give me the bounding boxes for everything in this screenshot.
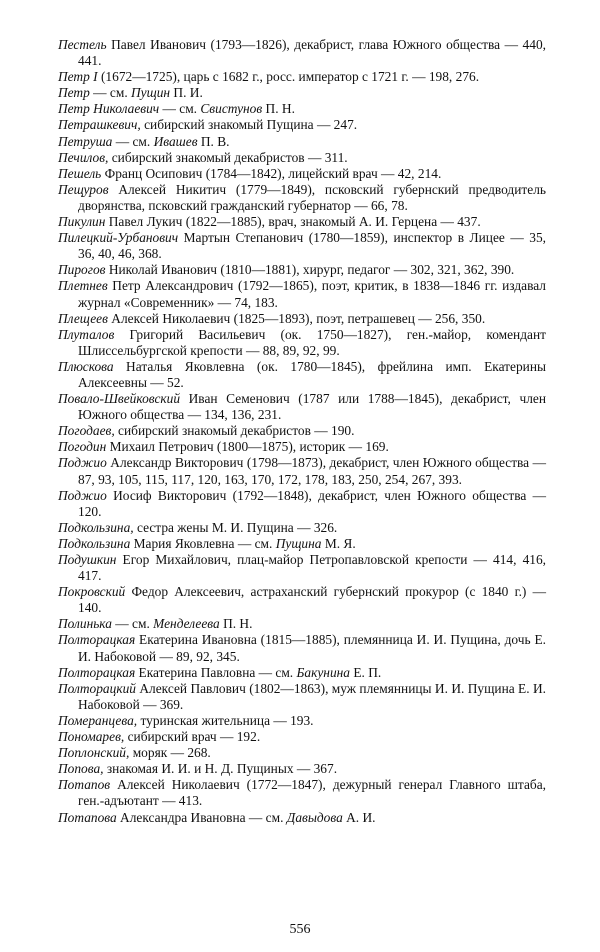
index-entry [58, 616, 546, 632]
entry-name: Пирогов [58, 262, 106, 278]
index-entry [58, 810, 546, 826]
entry-name: Полторацкая [58, 664, 136, 680]
entry-text: Григорий Васильевич (ок. 1750—1827), ген.-майор, комендант Шлиссельбургской крепости — 88, 89, 92, 99. [78, 326, 546, 358]
entry-text: — см. [112, 133, 154, 149]
entry-text: Алексей Павлович (1802—1863), муж племянницы И. И. Пущина Е. И. Набоковой — 369. [78, 680, 546, 712]
entry-text: сибирский знакомый Пущина — 247. [140, 117, 358, 133]
entry-see-reference: Пущина [275, 535, 322, 551]
index-entry [58, 745, 546, 761]
index-entry [58, 230, 546, 262]
index-entry [58, 681, 546, 713]
entry-reference-initials: А. И. [342, 809, 376, 825]
entry-name: Печилов, [58, 149, 109, 165]
entry-see-reference: Бакунина [296, 664, 350, 680]
index-entry [58, 311, 546, 327]
index-entry [58, 262, 546, 278]
entry-name: Плуталов [58, 326, 115, 342]
entry-see-reference: Пущин [131, 85, 171, 101]
index-entry [58, 729, 546, 745]
index-entry [58, 520, 546, 536]
index-entry [58, 278, 546, 310]
entry-name: Померанцева, [58, 712, 138, 728]
index-entry [58, 552, 546, 584]
entry-name: Плещеев [58, 310, 108, 326]
index-entry [58, 117, 546, 133]
index-entry [58, 761, 546, 777]
entry-text: знакомая И. И. и Н. Д. Пущиных — 367. [103, 761, 338, 777]
entry-name: Поплонский, [58, 745, 130, 761]
entry-name: Петрашкевич, [58, 117, 141, 133]
entry-name: Погодин [58, 439, 107, 455]
index-entry [58, 439, 546, 455]
entry-text: Иосиф Викторович (1792—1848), декабрист, член Южного общества — 120. [78, 487, 546, 519]
entry-see-reference: Давыдова [286, 809, 343, 825]
index-entry [58, 423, 546, 439]
entry-name: Подушкин [58, 552, 117, 567]
entry-text: Алексей Никитич (1779—1849), псковский губернский предводитель дворянства, псковский гражданский губернатор — 66, 78. [78, 181, 546, 213]
index-entry [58, 665, 546, 681]
entry-text: Мартын Степанович (1780—1859), инспектор в Лицее — 35, 36, 40, 46, 368. [78, 230, 546, 262]
entry-name: Пикулин [58, 214, 106, 230]
entry-name: Пешель [58, 165, 102, 181]
entry-name: Поджио [58, 487, 107, 503]
index-entry [58, 85, 546, 101]
entry-see-reference: Ивашев [153, 133, 198, 149]
entry-text: Егор Михайлович, плац-майор Петропавловской крепости — 414, 416, 417. [78, 552, 546, 584]
index-page [58, 37, 546, 826]
entry-text: Федор Алексеевич, астраханский губернский прокурор (с 1840 г.) — 140. [78, 584, 546, 616]
index-entry [58, 488, 546, 520]
index-entry [58, 391, 546, 423]
page-number: 556 [289, 922, 311, 937]
index-entry [58, 584, 546, 616]
entry-text: Мария Яковлевна — см. [130, 535, 276, 551]
entry-name: Подкользина [58, 535, 131, 551]
entry-name: Потапов [58, 777, 111, 793]
entry-name: Попова, [58, 761, 104, 777]
index-entry [58, 182, 546, 214]
entry-text: — см. [89, 85, 132, 101]
entry-text: Александра Ивановна — см. [116, 809, 287, 825]
entry-text: Павел Лукич (1822—1885), врач, знакомый А. И. Герцена — 437. [105, 214, 481, 230]
entry-see-reference: Менделеева [153, 616, 220, 632]
entry-text: Михаил Петрович (1800—1875), историк — 169. [106, 439, 389, 455]
entry-name: Петр [58, 85, 90, 101]
entry-reference-initials: М. Я. [321, 535, 356, 551]
entry-name: Пестель [58, 37, 107, 52]
entry-name: Петр I [58, 69, 98, 85]
index-entry [58, 150, 546, 166]
entry-text: (1672—1725), царь с 1682 г., росс. император с 1721 г. — 198, 276. [97, 69, 480, 85]
entry-text: Франц Осипович (1784—1842), лицейский врач — 42, 214. [101, 165, 442, 181]
entry-reference-initials: П. В. [197, 133, 230, 149]
entry-text: Алексей Николаевич (1825—1893), поэт, петрашевец — 256, 350. [107, 310, 486, 326]
index-entry [58, 166, 546, 182]
entry-text: Алексей Николаевич (1772—1847), дежурный генерал Главного штаба, ген.-адъютант — 413. [78, 777, 546, 809]
entry-text: Наталья Яковлевна (ок. 1780—1845), фрейлина имп. Екатерины Алексеевны — 52. [78, 358, 546, 390]
index-entry [58, 632, 546, 664]
index-entry [58, 101, 546, 117]
entry-name: Пономарев, [58, 729, 125, 745]
entry-name: Погодаев, [58, 423, 115, 439]
entry-name: Повало-Швейковский [58, 391, 181, 407]
index-entry [58, 536, 546, 552]
entry-text: туринская жительница — 193. [137, 712, 314, 728]
index-entry [58, 37, 546, 69]
entry-see-reference: Свистунов [200, 101, 263, 117]
entry-text: сибирский знакомый декабристов — 311. [108, 149, 348, 165]
index-entry [58, 713, 546, 729]
entry-name: Пилецкий-Урбанович [58, 230, 179, 246]
entry-text: Павел Иванович (1793—1826), декабрист, глава Южного общества — 440, 441. [78, 37, 546, 69]
entry-name: Петруша [58, 133, 113, 149]
index-entry [58, 455, 546, 487]
index-entry [58, 777, 546, 809]
entry-reference-initials: П. Н. [262, 101, 295, 117]
entry-text: Екатерина Ивановна (1815—1885), племянница И. И. Пущина, дочь Е. И. Набоковой — 89, 92, 345. [78, 632, 546, 664]
entry-name: Поджио [58, 455, 107, 471]
entry-text: Екатерина Павловна — см. [135, 664, 297, 680]
index-entry [58, 134, 546, 150]
entry-text: Петр Александрович (1792—1865), поэт, критик, в 1838—1846 гг. издавал журнал «Современник» — 74, 183. [78, 278, 546, 310]
entry-name: Плетнев [58, 278, 108, 294]
entry-name: Полторацкий [58, 680, 136, 696]
name-index-list [58, 37, 546, 826]
entry-text: сибирский врач — 192. [124, 729, 261, 745]
entry-name: Потапова [58, 809, 117, 825]
entry-name: Полторацкая [58, 632, 136, 648]
entry-name: Петр Николаевич [58, 101, 160, 117]
entry-text: моряк — 268. [129, 745, 211, 761]
entry-reference-initials: Е. П. [349, 664, 382, 680]
entry-text: Александр Викторович (1798—1873), декабрист, член Южного общества — 87, 93, 105, 115, 117, 120, 163, 170, 172, 178, 183, 250, 254, 267, 393. [78, 455, 546, 487]
entry-name: Подкользина, [58, 519, 134, 535]
index-entry [58, 69, 546, 85]
entry-text: — см. [159, 101, 201, 117]
entry-reference-initials: П. И. [170, 85, 203, 101]
entry-name: Плюскова [58, 358, 114, 374]
entry-name: Пещуров [58, 181, 109, 197]
entry-text: Иван Семенович (1787 или 1788—1845), декабрист, член Южного общества — 134, 136, 231. [78, 391, 546, 423]
entry-text: Николай Иванович (1810—1881), хирург, педагог — 302, 321, 362, 390. [105, 262, 515, 278]
entry-text: сибирский знакомый декабристов — 190. [114, 423, 355, 439]
entry-name: Полинька [58, 616, 112, 632]
index-entry [58, 359, 546, 391]
index-entry [58, 327, 546, 359]
index-entry [58, 214, 546, 230]
entry-name: Покровский [58, 584, 126, 600]
entry-reference-initials: П. Н. [219, 616, 253, 632]
entry-text: сестра жены М. И. Пущина — 326. [133, 519, 338, 535]
entry-text: — см. [111, 616, 154, 632]
